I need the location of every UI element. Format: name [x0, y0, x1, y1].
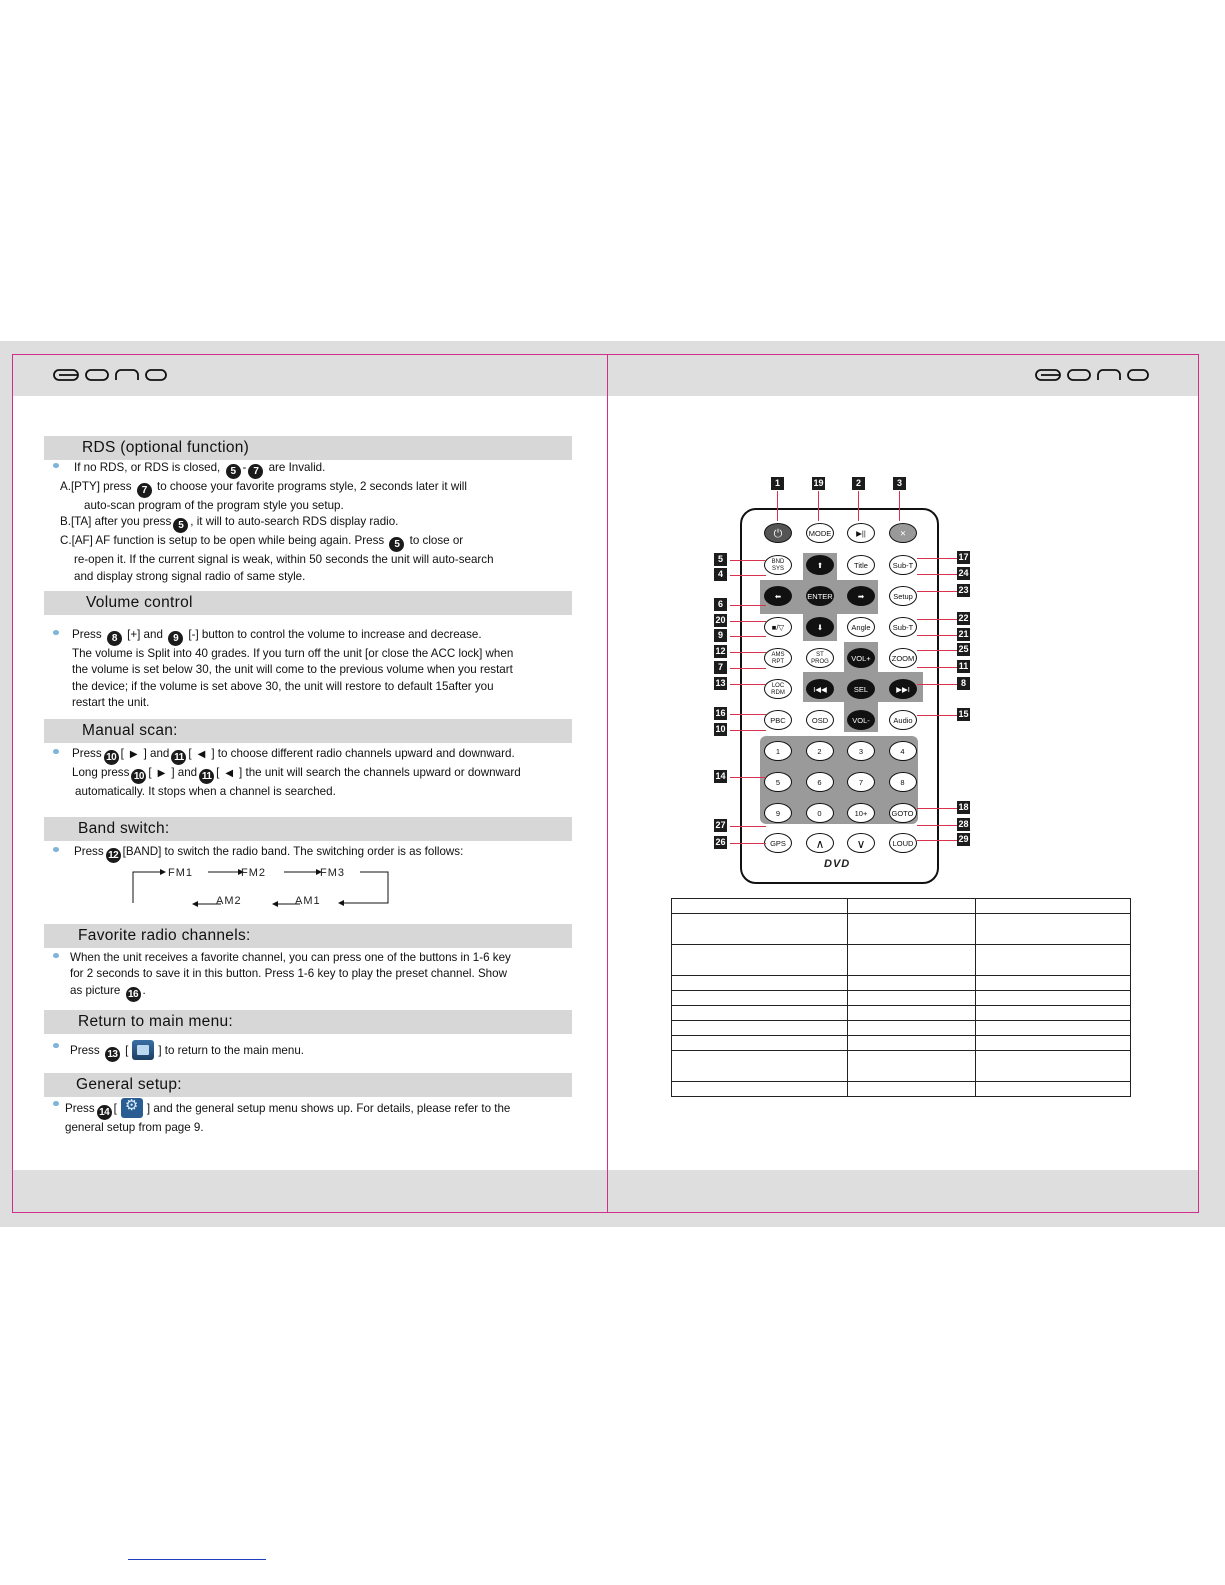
general-text	[55, 1098, 585, 1136]
callout-leader-line	[730, 575, 766, 576]
flow-am1: AM1	[295, 895, 321, 907]
bullet-icon	[53, 847, 62, 855]
callout-11: 11	[171, 750, 186, 765]
callout-label: 11	[958, 661, 969, 671]
table-row	[672, 945, 1131, 976]
eonon-logo-icon	[53, 369, 179, 381]
callout-leader-line	[917, 591, 957, 592]
table-row	[672, 1006, 1131, 1021]
callout-11: 11	[199, 769, 214, 784]
callout-label: 10	[715, 724, 726, 734]
callout-leader-line	[818, 491, 819, 521]
rds-text	[55, 460, 575, 585]
section-title-volume: Volume control	[44, 591, 572, 615]
callout-leader-line	[917, 840, 957, 841]
callout-label: 18	[958, 802, 969, 812]
left-arrow-icon: ◀	[225, 768, 234, 779]
mainmenu-text	[55, 1040, 575, 1062]
favorite-line-2: for 2 seconds to save it in this button. Press 1-6 key to play the preset channel. Show	[70, 967, 507, 981]
stop-eject-button: ■/▽	[764, 617, 792, 637]
mainmenu-line-1: Press 13 [ ] to return to the main menu.	[55, 1040, 575, 1062]
table-row	[672, 976, 1131, 991]
table-row	[672, 914, 1131, 945]
osd-button: OSD	[806, 710, 834, 730]
general-line-2: general setup from page 9.	[65, 1121, 204, 1134]
callout-leader-line	[917, 619, 957, 620]
rds-line-3: auto-scan program of the program style you setup.	[84, 499, 344, 512]
rds-line-1: If no RDS, or RDS is closed, 5 - 7 are Invalid.	[55, 460, 575, 479]
callout-label: 15	[958, 709, 969, 719]
table-row	[672, 1051, 1131, 1082]
chevron-down-icon: ∨	[847, 833, 875, 853]
play-pause-button: ▶||	[847, 523, 875, 543]
loud-button: LOUD	[889, 833, 917, 853]
manual-line-3: automatically. It stops when a channel is searched.	[75, 785, 336, 798]
brand-logo	[53, 369, 179, 381]
brand-logo	[1035, 369, 1161, 381]
manual-line-1: Press 10 [ ▶ ] and 11 [ ◀ ] to choose different radio channels upward and downward.	[55, 746, 585, 765]
volume-up-button: VOL+	[847, 648, 875, 668]
callout-8: 8	[107, 631, 122, 646]
band-line-1: Press 12 [BAND] to switch the radio band. The switching order is as follows:	[55, 844, 575, 863]
table-row	[672, 1082, 1131, 1097]
callout-12: 12	[106, 848, 121, 863]
callout-leader-line	[730, 843, 766, 844]
callout-label: 17	[958, 552, 969, 562]
arrow-up-icon: ⬆	[806, 555, 834, 575]
bullet-icon	[53, 463, 62, 471]
right-arrow-icon: ▶	[129, 749, 138, 760]
callout-leader-line	[730, 730, 766, 731]
callout-label: 24	[958, 568, 969, 578]
main-menu-icon	[132, 1040, 154, 1060]
pbc-button: PBC	[764, 710, 792, 730]
mute-button-icon: ✕	[889, 523, 917, 543]
volume-text	[55, 627, 575, 712]
callout-label: 29	[958, 834, 969, 844]
callout-label: 6	[714, 598, 727, 611]
section-title-general-setup: General setup:	[44, 1073, 572, 1097]
rds-line-7: and display strong signal radio of same style.	[74, 569, 306, 583]
flow-fm1: FM1	[168, 867, 193, 879]
previous-track-button: I◀◀	[806, 679, 834, 699]
number-key-button: 7	[847, 772, 875, 792]
callout-leader-line	[730, 826, 766, 827]
callout-label: 12	[715, 646, 726, 656]
callout-10: 10	[104, 750, 119, 765]
zoom-button: ZOOM	[889, 648, 917, 668]
rds-line-2: A.[PTY] press 7 to choose your favorite programs style, 2 seconds later it will	[60, 480, 467, 496]
chevron-up-icon: ∧	[806, 833, 834, 853]
callout-leader-line	[917, 635, 957, 636]
callout-label: 5	[714, 553, 727, 566]
number-key-button: 4	[889, 741, 917, 761]
callout-leader-line	[917, 808, 957, 809]
section-title-band-switch: Band switch:	[44, 817, 572, 841]
gps-button: GPS	[764, 833, 792, 853]
next-track-button: ▶▶I	[889, 679, 917, 699]
setup-button: Setup	[889, 586, 917, 606]
arrow-right-icon: ➡	[847, 586, 875, 606]
bullet-icon	[53, 630, 62, 638]
callout-5: 5	[389, 537, 404, 552]
table-row	[672, 1036, 1131, 1051]
callout-label: 27	[715, 820, 726, 830]
arrow-down-icon: ⬇	[806, 617, 834, 637]
callout-label: 3	[893, 477, 906, 490]
mode-button: MODE	[806, 523, 834, 543]
callout-leader-line	[730, 714, 766, 715]
title-button: Title	[847, 555, 875, 575]
sub-t-button: Sub-T	[889, 555, 917, 575]
callout-label: 26	[715, 837, 726, 847]
callout-10: 10	[131, 769, 146, 784]
callout-label: 2	[852, 477, 865, 490]
callout-7: 7	[248, 464, 263, 479]
callout-5: 5	[173, 518, 188, 533]
callout-7: 7	[137, 483, 152, 498]
callout-leader-line	[917, 650, 957, 651]
callout-leader-line	[730, 652, 766, 653]
callout-leader-line	[730, 605, 766, 606]
number-key-button: 8	[889, 772, 917, 792]
right-arrow-icon: ▶	[157, 768, 166, 779]
volume-line-1: Press 8 [+] and 9 [-] button to control the volume to increase and decrease.	[55, 627, 575, 646]
loc-rdm-button: LOC RDM	[764, 679, 792, 699]
angle-button: Angle	[847, 617, 875, 637]
callout-leader-line	[917, 558, 957, 559]
volume-line-5: restart the unit.	[72, 696, 150, 710]
callout-label: 22	[958, 613, 969, 623]
eonon-logo-icon	[1035, 369, 1161, 381]
favorite-text	[55, 950, 585, 1002]
flow-fm2: FM2	[241, 867, 266, 879]
number-key-button: 9	[764, 803, 792, 823]
footer-link-underline	[128, 1559, 266, 1560]
callout-label: 16	[715, 708, 726, 718]
enter-button: ENTER	[806, 586, 834, 606]
goto-button: GOTO	[889, 803, 917, 823]
flow-am2: AM2	[216, 895, 242, 907]
rds-line-4: B.[TA] after you press 5 , it will to auto-search RDS display radio.	[60, 515, 399, 532]
callout-label: 1	[771, 477, 784, 490]
callout-13: 13	[105, 1047, 120, 1062]
number-key-button: 2	[806, 741, 834, 761]
callout-label: 19	[813, 478, 824, 488]
ams-rpt-button: AMS RPT	[764, 648, 792, 668]
general-line-1: Press 14 [⚙ ] and the general setup menu shows up. For details, please refer to the	[55, 1098, 585, 1120]
number-key-button: 3	[847, 741, 875, 761]
callout-14: 14	[97, 1105, 112, 1120]
band-text	[55, 844, 575, 863]
number-key-button: 10+	[847, 803, 875, 823]
callout-label: 14	[715, 771, 726, 781]
callout-label: 20	[715, 615, 726, 625]
callout-leader-line	[917, 574, 957, 575]
callout-leader-line	[917, 684, 957, 685]
volume-line-3: the volume is set below 30, the unit will come to the previous volume when you restart	[72, 663, 513, 677]
manual-text	[55, 746, 585, 800]
callout-9: 9	[168, 631, 183, 646]
callout-label: 28	[958, 819, 969, 829]
section-title-manual-scan: Manual scan:	[44, 719, 572, 743]
callout-label: 21	[958, 629, 969, 639]
callout-label: 7	[714, 661, 727, 674]
callout-label: 13	[715, 678, 726, 688]
rds-line-6: re-open it. If the current signal is weak, within 50 seconds the unit will auto-search	[74, 553, 494, 567]
table-row	[672, 991, 1131, 1006]
callout-leader-line	[730, 636, 766, 637]
volume-line-4: the device; if the volume is set above 30, the unit will restore to default 15after you	[72, 679, 494, 693]
gear-icon	[121, 1098, 143, 1118]
callout-leader-line	[858, 491, 859, 521]
bullet-icon	[53, 1101, 62, 1109]
callout-leader-line	[730, 684, 766, 685]
callout-label: 25	[958, 644, 969, 654]
callout-leader-line	[899, 491, 900, 521]
dvd-logo: DVD	[824, 858, 851, 870]
band-sys-button: BND SYS	[764, 555, 792, 575]
bullet-icon	[53, 953, 62, 961]
flow-fm3: FM3	[320, 867, 345, 879]
favorite-line-3: as picture 16 .	[70, 983, 146, 1000]
rds-line-5: C.[AF] AF function is setup to be open while being again. Press 5 to close or	[60, 534, 464, 551]
table-row	[672, 1021, 1131, 1036]
sub-t-button: Sub-T	[889, 617, 917, 637]
section-title-main-menu: Return to main menu:	[44, 1010, 572, 1034]
number-key-button: 0	[806, 803, 834, 823]
volume-line-2: The volume is Split into 40 grades. If you turn off the unit [or close the ACC lock] when	[72, 647, 514, 660]
callout-leader-line	[917, 715, 957, 716]
manual-line-2: Long press 10 [ ▶ ] and 11 [ ◀ ] the unit will search the channels upward or downward	[72, 766, 521, 782]
arrow-left-icon: ⬅	[764, 586, 792, 606]
callout-label: 9	[714, 629, 727, 642]
callout-label: 8	[957, 677, 970, 690]
sel-button: SEL	[847, 679, 875, 699]
section-title-favorite: Favorite radio channels:	[44, 924, 572, 948]
number-key-button: 5	[764, 772, 792, 792]
callout-5: 5	[226, 464, 241, 479]
callout-leader-line	[730, 777, 766, 778]
volume-down-button: VOL-	[847, 710, 875, 730]
number-key-button: 6	[806, 772, 834, 792]
callout-leader-line	[917, 825, 957, 826]
right-footer-band	[608, 1170, 1198, 1212]
power-button-icon: ⏻	[764, 523, 792, 543]
number-key-button: 1	[764, 741, 792, 761]
table-row	[672, 899, 1131, 914]
callout-leader-line	[730, 668, 766, 669]
callout-label: 4	[714, 568, 727, 581]
callout-leader-line	[730, 560, 766, 561]
callout-leader-line	[730, 621, 766, 622]
left-footer-band	[13, 1170, 607, 1212]
bullet-icon	[53, 749, 62, 757]
blank-spec-table	[671, 898, 1131, 1097]
svg-text:eonon: eonon	[53, 369, 81, 370]
callout-label: 23	[958, 585, 969, 595]
left-arrow-icon: ◀	[197, 749, 206, 760]
favorite-line-1: When the unit receives a favorite channel, you can press one of the buttons in 1-6 key	[55, 950, 585, 966]
callout-leader-line	[777, 491, 778, 521]
callout-leader-line	[917, 667, 957, 668]
left-page	[12, 354, 608, 1213]
bullet-icon	[53, 1043, 62, 1051]
section-title-rds: RDS (optional function)	[44, 436, 572, 460]
audio-button: Audio	[889, 710, 917, 730]
callout-16: 16	[126, 987, 141, 1002]
st-prog-button: ST PROG	[806, 648, 834, 668]
